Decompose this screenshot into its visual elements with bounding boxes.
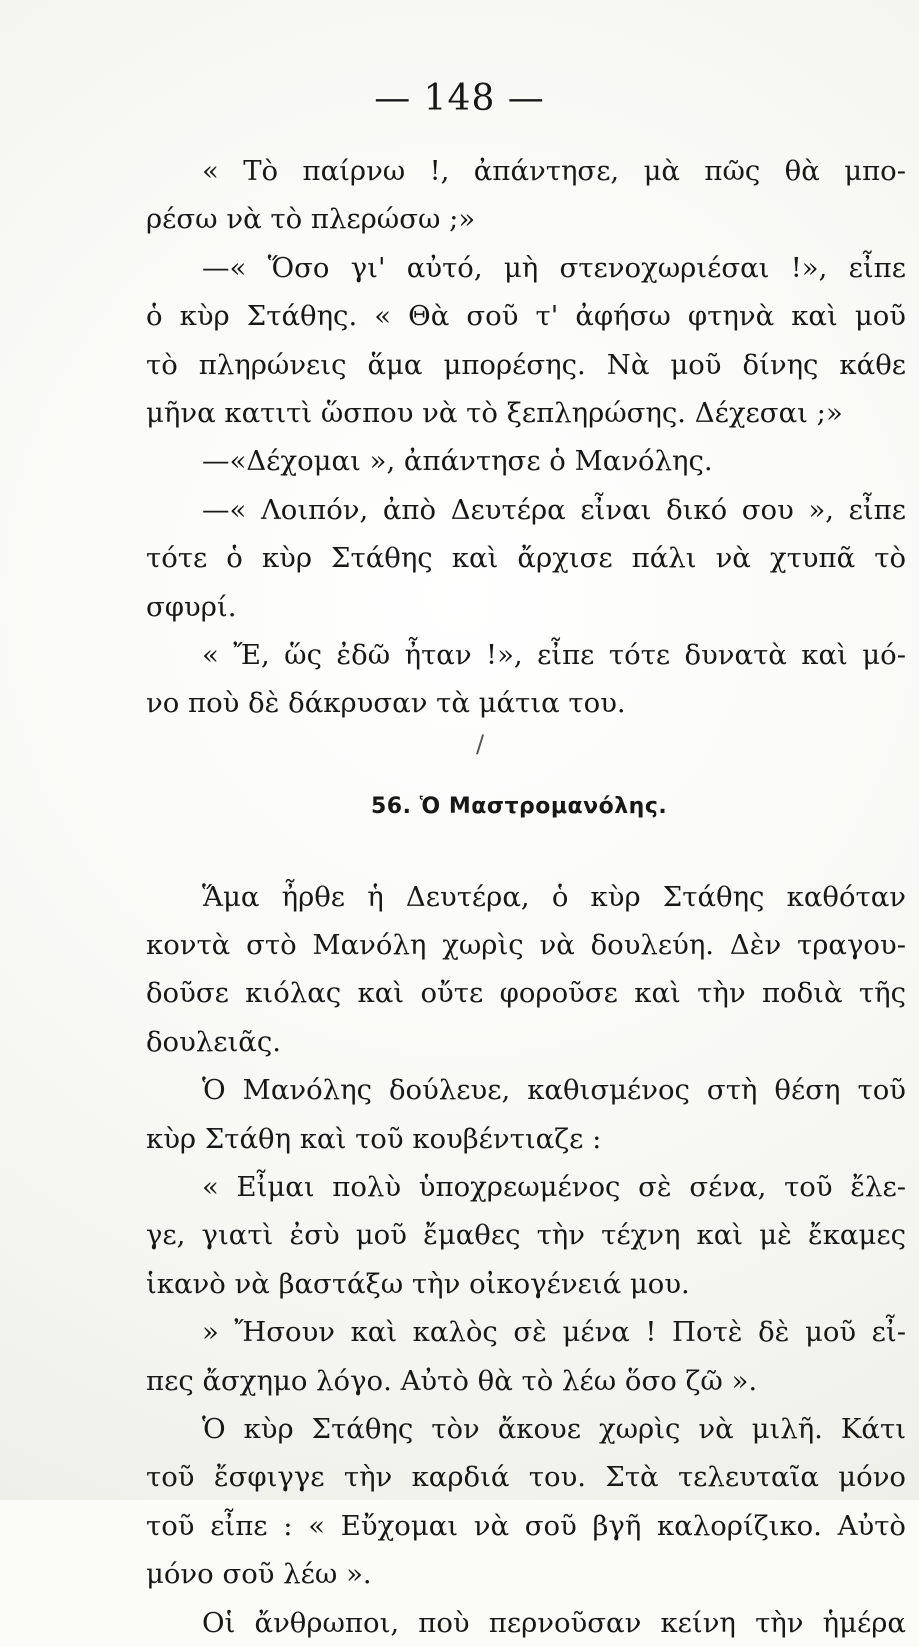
text-line: —« Ὅσο γι' αὐτό, μὴ στενοχωριέσαι !», εἶπε bbox=[202, 251, 906, 284]
text-line: κὺρ Στάθη καὶ τοῦ κουβέντιαζε : bbox=[146, 1122, 602, 1155]
paragraph bbox=[146, 244, 906, 438]
text-line: « Ἔ, ὥς ἐδῶ ἦταν !», εἶπε τότε δυνατὰ καὶ μό- bbox=[202, 638, 906, 671]
paragraph bbox=[146, 486, 906, 631]
text-line: τότε ὁ κὺρ Στάθης καὶ ἄρχισε πάλι νὰ χτυπᾶ τὸ bbox=[146, 542, 906, 575]
text-line: » Ἤσουν καὶ καλὸς σὲ μένα ! Ποτὲ δὲ μοῦ εἶ- bbox=[202, 1316, 906, 1349]
page-number: — 148 — bbox=[374, 78, 545, 119]
paragraph bbox=[146, 631, 906, 728]
text-line: —« Λοιπόν, ἀπὸ Δευτέρα εἶναι δικό σου », εἶπε bbox=[202, 493, 906, 526]
paragraph bbox=[146, 147, 906, 244]
text-line: ἱκανὸ νὰ βαστάξω τὴν οἰκογένειά μου. bbox=[146, 1267, 690, 1300]
paragraph bbox=[146, 873, 906, 1067]
text-line: πες ἄσχημο λόγο. Αὐτὸ θὰ τὸ λέω ὅσο ζῶ ». bbox=[146, 1364, 758, 1397]
text-line: κοντὰ στὸ Μανόλη χωρὶς νὰ δουλεύη. Δὲν τραγου- bbox=[146, 929, 906, 962]
section-mark: / bbox=[476, 729, 485, 758]
text-line: Ὁ Μανόλης δούλευε, καθισμένος στὴ θέση τοῦ bbox=[202, 1074, 906, 1107]
paragraph bbox=[146, 1308, 906, 1405]
text-line: τὸ πληρώνεις ἅμα μπορέσης. Νὰ μοῦ δίνης κάθε bbox=[146, 348, 906, 381]
text-line: Οἱ ἄνθρωποι, ποὺ περνοῦσαν κείνη τὴν ἡμέρα bbox=[202, 1606, 906, 1639]
section-heading: 56. Ὁ Μαστρομανόλης. bbox=[371, 793, 668, 819]
text-line: δουλειᾶς. bbox=[146, 1025, 282, 1058]
text-line: τοῦ εἶπε : « Εὔχομαι νὰ σοῦ βγῆ καλορίζικο. Αὐτὸ bbox=[146, 1509, 906, 1542]
text-line: γε, γιατὶ ἐσὺ μοῦ ἔμαθες τὴν τέχνη καὶ μὲ ἔκαμες bbox=[146, 1219, 906, 1252]
text-line: ρέσω νὰ τὸ πλερώσω ;» bbox=[146, 203, 476, 236]
text-line: μόνο σοῦ λέω ». bbox=[146, 1558, 372, 1591]
text-line: δοῦσε κιόλας καὶ οὔτε φοροῦσε καὶ τὴν ποδιὰ τῆς bbox=[146, 977, 906, 1010]
paragraph bbox=[146, 437, 906, 485]
paragraph bbox=[146, 1599, 906, 1647]
text-line: « Τὸ παίρνω !, ἀπάντησε, μὰ πῶς θὰ μπο- bbox=[202, 155, 906, 187]
text-line: τοῦ ἔσφιγγε τὴν καρδιά του. Στὰ τελευταῖα μόνο bbox=[146, 1461, 906, 1494]
bottom-section bbox=[146, 873, 906, 1647]
text-line: ὁ κὺρ Στάθης. « Θὰ σοῦ τ' ἀφήσω φτηνὰ καὶ μοῦ bbox=[146, 300, 906, 333]
page-text bbox=[146, 147, 906, 1647]
text-line: —«Δέχομαι », ἀπάντησε ὁ Μανόλης. bbox=[202, 445, 713, 478]
text-line: « Εἶμαι πολὺ ὑποχρεωμένος σὲ σένα, τοῦ ἔλε- bbox=[202, 1171, 906, 1204]
paragraph bbox=[146, 1405, 906, 1599]
text-line: Ὁ κὺρ Στάθης τὸν ἄκουε χωρὶς νὰ μιλῆ. Κάτι bbox=[202, 1412, 906, 1445]
text-line: σφυρί. bbox=[146, 590, 237, 623]
text-line: νο ποὺ δὲ δάκρυσαν τὰ μάτια του. bbox=[146, 687, 626, 720]
text-line: μῆνα κατιτὶ ὥσπου νὰ τὸ ξεπληρώσης. Δέχεσαι ;» bbox=[146, 396, 843, 429]
top-section bbox=[146, 147, 906, 728]
paragraph bbox=[146, 1066, 906, 1163]
section-heading-area bbox=[146, 728, 906, 873]
text-line: Ἅμα ἦρθε ἡ Δευτέρα, ὁ κὺρ Στάθης καθόταν bbox=[202, 880, 906, 913]
paragraph bbox=[146, 1163, 906, 1308]
